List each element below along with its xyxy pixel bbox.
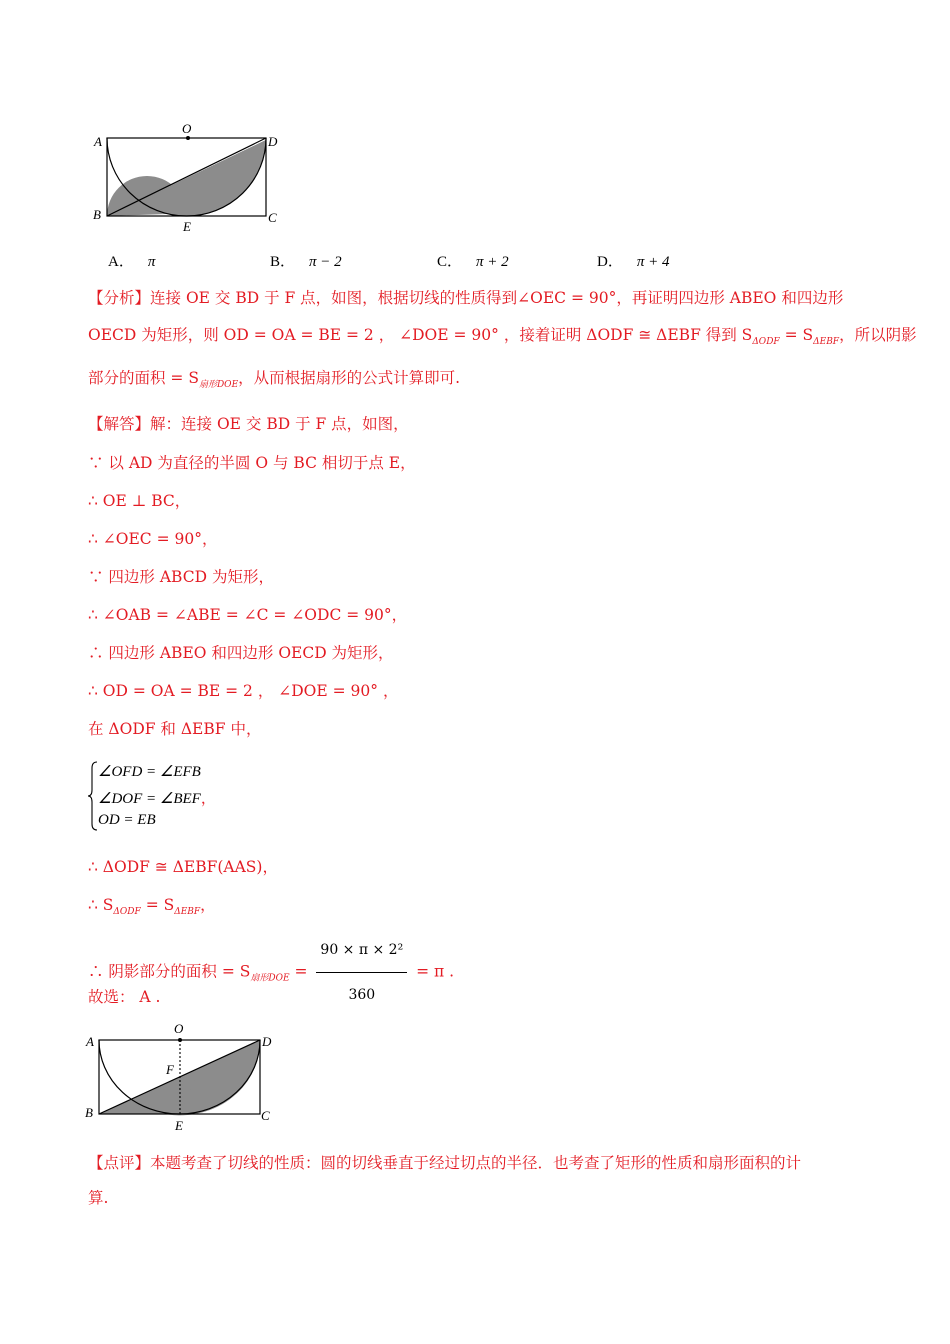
point-o-1 xyxy=(186,136,190,140)
system-row-3: OD = EB xyxy=(98,812,156,828)
system-row-1: ∠OFD = ∠EFB xyxy=(98,764,201,780)
solution-step-5: ∴ ∠OAB = ∠ABE = ∠C = ∠ODC = 90°， xyxy=(88,606,408,624)
label-f-2: F xyxy=(166,1062,174,1077)
solution-step-1: ∵ 以 AD 为直径的半圆 O 与 BC 相切于点 E， xyxy=(88,454,416,472)
label-c-1: C xyxy=(268,210,277,225)
label-o-2: O xyxy=(174,1021,184,1036)
label-e-2: E xyxy=(175,1118,183,1133)
figure-2 xyxy=(80,1018,280,1138)
solution-tag: 【解答】 xyxy=(88,415,151,433)
solution-intro: 【解答】解：连接 OE 交 BD 于 F 点，如图， xyxy=(88,415,409,433)
option-a: A． π xyxy=(108,254,156,270)
option-d: D． π + 4 xyxy=(597,254,670,270)
option-c: C． π + 2 xyxy=(437,254,509,270)
area-fraction: $\frac{\text{90 × π × 2²}}{360}$ xyxy=(316,930,407,1015)
system-row-2: ∠DOF = ∠BEF， xyxy=(98,791,216,807)
figure-1 xyxy=(88,118,288,238)
label-b-1: B xyxy=(93,207,101,222)
analysis-line-3: 部分的面积 = $S_{扇形DOE}$，从而根据扇形的公式计算即可. xyxy=(88,369,461,390)
solution-step-4: ∵ 四边形 ABCD 为矩形， xyxy=(88,568,274,586)
analysis-line-2: OECD 为矩形，则 OD = OA = BE = 2 ， ∠DOE = 90° ，接着证明 ΔODF ≅ ΔEBF 得到 $S_{\Delta ODF} = S_{\Delta EBF}$，所以阴影 xyxy=(88,326,917,347)
solution-step-6: ∴ 四边形 ABEO 和四边形 OECD 为矩形， xyxy=(88,644,394,662)
label-a-2: A xyxy=(86,1034,94,1049)
label-c-2: C xyxy=(261,1108,270,1123)
label-b-2: B xyxy=(85,1105,93,1120)
label-d-2: D xyxy=(262,1034,272,1049)
solution-step-2: ∴ OE ⊥ BC， xyxy=(88,492,191,510)
comment-tag: 【点评】 xyxy=(88,1154,151,1172)
label-a-1: A xyxy=(94,134,102,149)
left-brace xyxy=(88,760,98,832)
comment-line-1: 【点评】本题考查了切线的性质：圆的切线垂直于经过切点的半径．也考查了矩形的性质和扇形面积的计 xyxy=(88,1154,802,1172)
solution-answer: 故选： A . xyxy=(88,988,161,1006)
solution-step-10: ∴ $S_{\Delta ODF} = S_{\Delta EBF}$， xyxy=(88,896,216,917)
solution-step-3: ∴ ∠OEC = 90°， xyxy=(88,530,218,548)
comment-line-2: 算. xyxy=(88,1189,109,1207)
option-b: B． π − 2 xyxy=(270,254,342,270)
label-e-1: E xyxy=(183,219,191,234)
label-d-1: D xyxy=(268,134,278,149)
analysis-line-1: 【分析】连接 OE 交 BD 于 F 点，如图，根据切线的性质得到∠OEC = 90°，再证明四边形 ABEO 和四边形 xyxy=(88,289,844,307)
point-o-2 xyxy=(178,1038,182,1042)
solution-step-7: ∴ OD = OA = BE = 2 ， ∠DOE = 90° ， xyxy=(88,682,399,700)
label-o-1: O xyxy=(182,121,192,136)
solution-step-9: ∴ ΔODF ≅ ΔEBF(AAS)， xyxy=(88,858,278,876)
analysis-tag: 【分析】 xyxy=(88,289,151,307)
solution-step-11: ∴ 阴影部分的面积 = $S_{扇形DOE}$ = $\frac{\text{90 × π × 2²}}{360}$ = π . xyxy=(88,930,454,1015)
solution-step-8: 在 ΔODF 和 ΔEBF 中， xyxy=(88,720,262,738)
